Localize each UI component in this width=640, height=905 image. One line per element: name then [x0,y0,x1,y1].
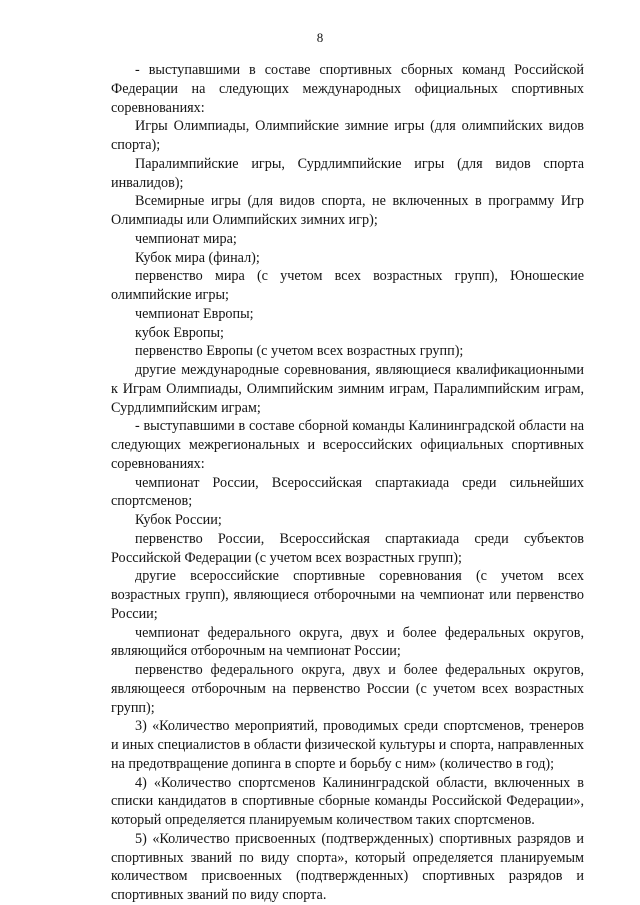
paragraph-world-games: Всемирные игры (для видов спорта, не включенных в программу Игр Олимпиады или Олимпийских зимних игр); [111,193,584,228]
paragraph-item-3-anti-doping-events: 3) «Количество мероприятий, проводимых среди спортсменов, тренеров и иных специалистов в области физической культуры и спорта, направленных на предотвращение допинга в спорте и борьбу с ним» (количество в год); [111,718,584,772]
paragraph-federal-district-championship: чемпионат федерального округа, двух и более федеральных округов, являющийся отборочным на чемпионат России; [111,624,584,660]
paragraph-russian-championship: чемпионат России, Всероссийская спартакиада среди сильнейших спортсменов; [111,474,584,510]
paragraph-item-5-sport-ranks: 5) «Количество присвоенных (подтвержденных) спортивных разрядов и спортивных званий по виду спорта», который определяется планируемым количеством присвоенных (подтвержденных) спортивных разрядов и спортивных званий по виду спорта. [111,830,584,903]
paragraph-russian-cup: Кубок России; [135,512,222,528]
paragraph-european-championship: чемпионат Европы; [135,305,254,322]
paragraph-world-youth-championship: первенство мира (с учетом всех возрастных групп), Юношеские олимпийские игры; [111,268,584,303]
paragraph-other-national: другие всероссийские спортивные соревнования (с учетом всех возрастных групп), являющиеся отборочными на чемпионат или первенство России; [111,568,584,622]
page-number: 8 [316,30,324,45]
paragraph-federal-district-youth-championship: первенство федерального округа, двух и более федеральных округов, являющееся отборочным на первенство России (с учетом всех возрастных групп); [111,662,584,716]
paragraph-european-youth-championship: первенство Европы (с учетом всех возрастных групп); [135,343,464,360]
paragraph-other-international: другие международные соревнования, являющиеся квалификационными к Играм Олимпиады, Олимпийским зимним играм, Паралимпийским играм, Сурдлимпийским играм; [111,362,584,416]
document-body [111,61,584,905]
paragraph-world-cup-final: Кубок мира (финал); [135,249,260,266]
paragraph-regional-team-intro: - выступавшими в составе сборной команды Калининградской области на следующих межрегиональных и всероссийских официальных спортивных соревнованиях: [111,418,584,472]
paragraph-european-cup: кубок Европы; [135,324,224,341]
paragraph-paralympic-games: Паралимпийские игры, Сурдлимпийские игры (для видов спорта инвалидов); [111,155,584,191]
paragraph-russian-youth-championship: первенство России, Всероссийская спартакиада среди субъектов Российской Федерации (с учетом всех возрастных групп); [111,530,584,566]
paragraph-item-4-national-candidates: 4) «Количество спортсменов Калининградской области, включенных в списки кандидатов в спортивные сборные команды Российской Федерации», который определяется планируемым количеством таких спортсменов. [111,774,584,828]
paragraph-national-teams-intro: - выступавшими в составе спортивных сборных команд Российской Федерации на следующих международных официальных спортивных соревнованиях: [111,62,584,116]
paragraph-world-championship: чемпионат мира; [135,230,237,247]
paragraph-olympic-games: Игры Олимпиады, Олимпийские зимние игры (для олимпийских видов спорта); [111,118,584,153]
